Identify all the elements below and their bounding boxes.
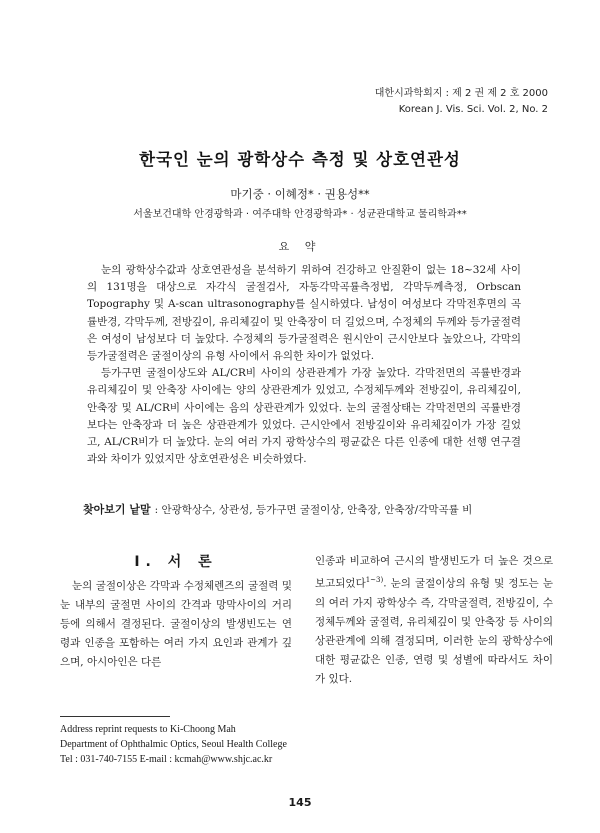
abstract-paragraph: 등가구면 굴절이상도와 AL/CR비 사이의 상관관계가 가장 높았다. 각막전면의 곡률반경과 유리체깊이 및 안축장 사이에는 양의 상관관계가 있었고, 수정체두께와 전방깊이, 유리체깊이, 안축장 및 AL/CR비 사이에는 음의 상관관계가 있었다. 눈의 굴절상태는 각막전면의 곡률반경보다는 안축장과 더 높은 상관관계가 있었다. 근시안에서 전방깊이와 유리체깊이가 가장 길었고, AL/CR비가 더 높았다. 눈의 여러 가지 광학상수의 평균값은 다른 인종에 대한 선행 연구결과와 차이가 있었지만 상호연관성은 비슷하였다. xyxy=(87,367,521,466)
keywords-text: : 안광학상수, 상관성, 등가구면 굴절이상, 안축장, 안축장/각막곡률 비 xyxy=(154,504,473,516)
body-text: 인종과 비교하여 근시의 발생빈도가 더 높은 것으로 보고되었다 xyxy=(315,555,553,590)
body-column-left xyxy=(60,577,292,672)
body-text: . 눈의 굴절이상의 유형 및 정도는 눈의 여러 가지 광학상수 즉, 각막굴절력, 전방깊이, 수정체두께와 굴절력, 유리체깊이 및 안축장 등 사이의 상관관계에 의해 결정되며, 이러한 눈의 광학상수에 대한 평균값은 인종, 연령 및 성별에 따라서도 차이가 있다. xyxy=(315,577,553,685)
journal-header xyxy=(375,86,548,118)
abstract-body xyxy=(87,262,521,468)
footnote-divider xyxy=(60,716,170,717)
body-column-right xyxy=(315,552,553,689)
abstract-paragraph: 눈의 광학상수값과 상호연관성을 분석하기 위하여 건강하고 안질환이 없는 18~32세 사이의 131명을 대상으로 자각식 굴절검사, 자동각막곡률측정법, 각막두께측정, Orbscan Topography 및 A-scan ultrasonography를 실시하였다. 남성이 여성보다 각막전후면의 곡률반경, 각막두께, 전방깊이, 유리체깊이 및 안축장이 더 길었으며, 수정체의 두께와 등가굴절력은 여성이 남성보다 더 높았다. 수정체의 등가굴절력은 원시안이 근시안보다 높았으나, 각막의 등가굴절력은 굴절이상의 유형 사이에서 유의한 차이가 없었다. xyxy=(87,264,521,363)
author-list: 마기중 · 이혜정* · 권용성** xyxy=(230,187,370,201)
paper-title: 한국인 눈의 광학상수 측정 및 상호연관성 xyxy=(139,150,461,169)
journal-name-english: Korean J. Vis. Sci. Vol. 2, No. 2 xyxy=(398,104,548,115)
body-paragraph: 눈의 굴절이상은 각막과 수정체렌즈의 굴절력 및 눈 내부의 굴절면 사이의 간격과 망막사이의 거리 등에 의해서 결정된다. 굴절이상의 발생빈도는 연령과 인종을 포함하는 여러 가지 요인과 관계가 깊으며, 아시아인은 다른 xyxy=(60,580,292,668)
journal-name-korean: 대한시과학회지 : 제 2 권 제 2 호 2000 xyxy=(374,88,548,99)
footnote-line: Tel : 031-740-7155 E-mail : kcmah@www.shjc.ac.kr xyxy=(60,754,273,765)
keywords-label: 찾아보기 낱말 xyxy=(83,503,151,516)
affiliation-list: 서울보건대학 안경광학과 · 여주대학 안경광학과* · 성균관대학교 물리학과** xyxy=(133,209,467,220)
body-paragraph xyxy=(315,552,553,689)
footnote-line: Department of Ophthalmic Optics, Seoul Health College xyxy=(60,739,287,750)
keywords xyxy=(83,502,523,518)
correspondence-footnote xyxy=(60,722,287,767)
footnote-line: Address reprint requests to Ki-Choong Mah xyxy=(60,724,236,735)
abstract-heading: 요 약 xyxy=(278,240,322,253)
page-number: 145 xyxy=(288,796,312,809)
section-title: I. 서 론 xyxy=(134,554,218,570)
citation: 1~3) xyxy=(365,576,384,584)
